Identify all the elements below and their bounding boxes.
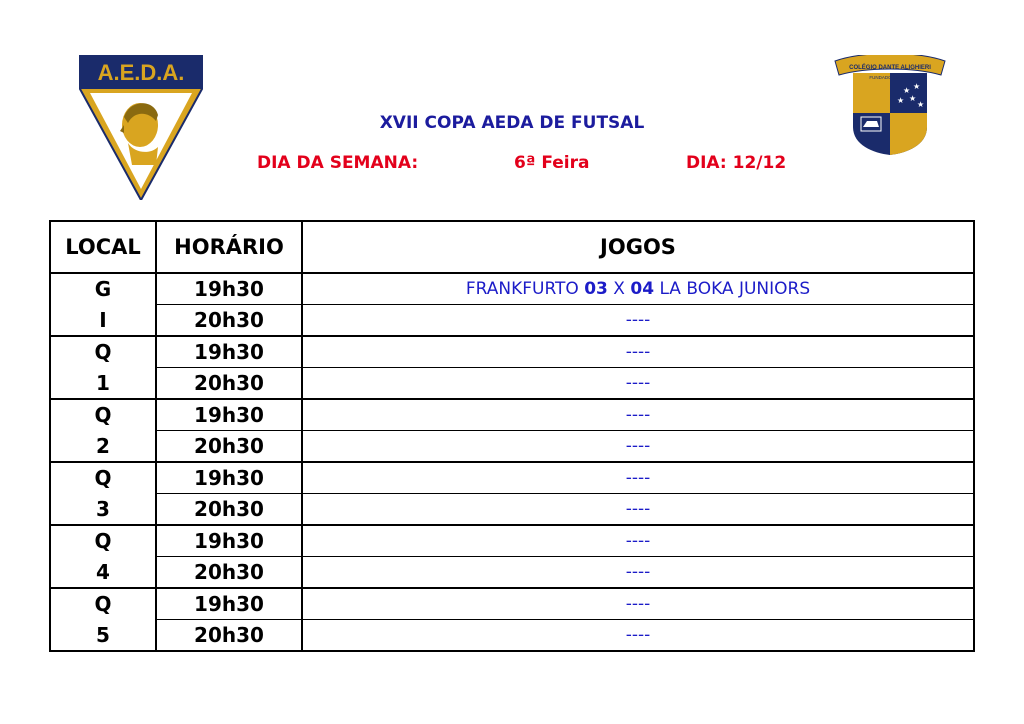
col-header-time: HORÁRIO: [156, 221, 302, 273]
cell-time: 20h30: [156, 431, 302, 463]
cell-local: Q: [50, 588, 156, 620]
cell-game: ----: [302, 620, 974, 652]
colegio-logo-subtext: FUNDADO EM 1911: [869, 75, 911, 80]
cell-game: ----: [302, 557, 974, 589]
colegio-dante-alighieri-logo: [833, 55, 947, 155]
game-away-score: 04: [630, 279, 655, 299]
cell-local: Q: [50, 525, 156, 557]
cell-local: Q: [50, 336, 156, 368]
cell-game: ----: [302, 336, 974, 368]
weekday-value: 6ª Feira: [514, 153, 590, 173]
svg-text:★: ★: [917, 100, 925, 109]
game-home-score: 03: [584, 279, 608, 299]
svg-text:★: ★: [897, 96, 905, 105]
table-row: [50, 494, 974, 526]
col-header-local: LOCAL: [50, 221, 156, 273]
cell-local: 5: [50, 620, 156, 652]
cell-time: 19h30: [156, 462, 302, 494]
cell-local: I: [50, 305, 156, 337]
cell-local: Q: [50, 462, 156, 494]
table-row: [50, 305, 974, 337]
svg-text:★: ★: [903, 86, 911, 95]
cell-time: 19h30: [156, 399, 302, 431]
svg-text:★: ★: [913, 82, 921, 91]
table-row: [50, 431, 974, 463]
cell-time: 19h30: [156, 336, 302, 368]
cell-local: G: [50, 273, 156, 305]
cell-game: ----: [302, 399, 974, 431]
cell-local: 2: [50, 431, 156, 463]
cell-local: 3: [50, 494, 156, 526]
cell-game: ----: [302, 525, 974, 557]
table-row: [50, 588, 974, 620]
colegio-logo-text: COLÉGIO DANTE ALIGHIERI: [849, 65, 931, 71]
schedule-body: [50, 273, 974, 651]
schedule-table: [49, 220, 975, 652]
cell-time: 20h30: [156, 620, 302, 652]
cell-local: Q: [50, 399, 156, 431]
cell-local: 1: [50, 368, 156, 400]
table-header-row: [50, 221, 974, 273]
table-row: [50, 273, 974, 305]
game-home-team: FRANKFURTO: [465, 279, 579, 299]
table-row: [50, 620, 974, 652]
cell-game: ----: [302, 305, 974, 337]
cell-game: ----: [302, 368, 974, 400]
cell-game: ----: [302, 494, 974, 526]
game-separator: X: [613, 279, 625, 299]
cell-game: ----: [302, 462, 974, 494]
col-header-games: JOGOS: [302, 221, 974, 273]
table-row: [50, 525, 974, 557]
cell-game: ----: [302, 431, 974, 463]
weekday-label: DIA DA SEMANA:: [257, 153, 419, 173]
cell-time: 20h30: [156, 368, 302, 400]
table-row: [50, 462, 974, 494]
aeda-logo-text: A.E.D.A.: [97, 60, 185, 85]
page-title: XVII COPA AEDA DE FUTSAL: [379, 113, 645, 133]
date-value: DIA: 12/12: [686, 153, 787, 173]
cell-game: ----: [302, 588, 974, 620]
table-row: [50, 368, 974, 400]
cell-local: 4: [50, 557, 156, 589]
game-away-team: LA BOKA JUNIORS: [659, 279, 811, 299]
cell-time: 20h30: [156, 557, 302, 589]
svg-text:★: ★: [909, 94, 917, 103]
cell-time: 20h30: [156, 305, 302, 337]
table-row: [50, 557, 974, 589]
cell-time: 19h30: [156, 588, 302, 620]
cell-time: 19h30: [156, 273, 302, 305]
table-row: [50, 399, 974, 431]
cell-game: [302, 273, 974, 305]
cell-time: 20h30: [156, 494, 302, 526]
cell-time: 19h30: [156, 525, 302, 557]
table-row: [50, 336, 974, 368]
